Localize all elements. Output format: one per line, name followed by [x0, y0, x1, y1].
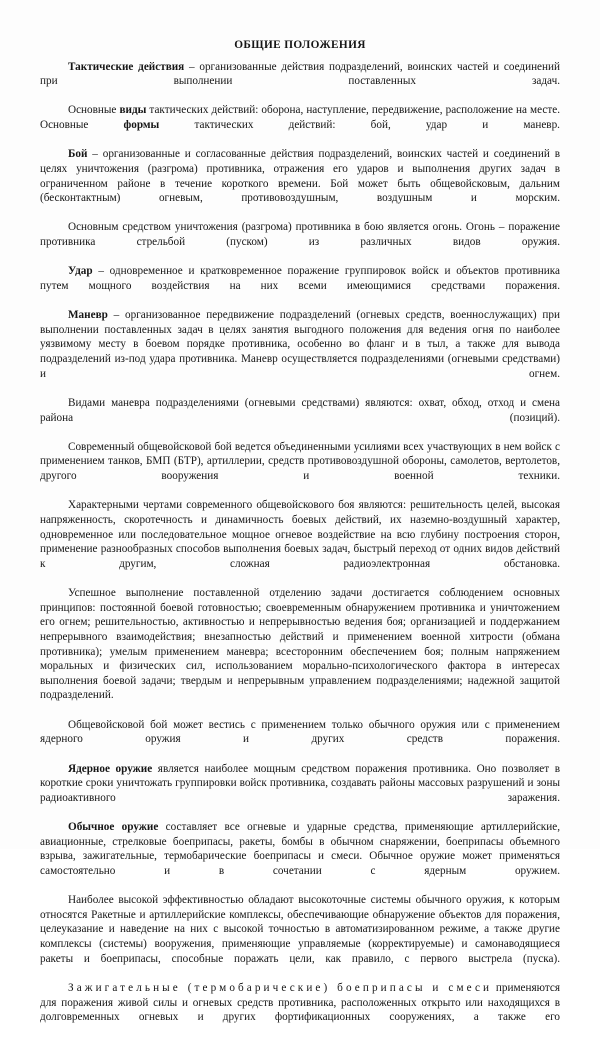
- term-combat: Бой: [68, 148, 88, 161]
- term-conventional-weapon: Обычное оружие: [68, 821, 159, 834]
- term-maneuver: Маневр: [68, 309, 108, 322]
- paragraph-text: – организованное передвижение подразделений (огневых средств, военнослужащих) при выполнении поставленных задач в целях занятия выгодного положения для ведения огня по наиболее уязвимому месту в боевом порядке противника, особенно во фланг и в тыл, а также для вывода подразделений из-под удара противника. Маневр осуществляется подразделениями (огневыми средствами) и огнем.: [40, 309, 560, 380]
- paragraph-text: применяются для поражения живой силы и огневых средств противника, расположенных открыто или находящихся в долговременных огневых и других фортификационных сооружениях, а также его: [40, 981, 561, 1024]
- paragraph-types-and-forms: [40, 103, 560, 147]
- paragraph-tactical-actions: [40, 60, 560, 104]
- paragraph-text: – одновременное и кратковременное поражение группировок войск и объектов противника путем мощного воздействия на них всеми имеющимися средствами поражения.: [40, 265, 560, 292]
- term-tactical-actions: Тактические действия: [68, 60, 185, 73]
- paragraph-text: – организованные и согласованные действия подразделений, воинских частей и соединений в целях уничтожения (разгрома) противника, отражения его ударов и выполнения других задач в ограниченном районе в течение короткого времени. Бой может быть общевойсковым, дальним (бесконтактным) огневым, противовоздушным, воздушным и морским.: [40, 148, 560, 205]
- paragraph-weapons-usage: Общевойсковой бой может вестись с применением только обычного оружия или с применением ядерного оружия и других средств поражения.: [40, 718, 560, 746]
- paragraph-strike: [40, 264, 560, 308]
- paragraph-text: – организованные действия подразделений, воинских частей и соединений при выполнении поставленных задач.: [40, 60, 560, 88]
- paragraph-precision-systems: Наиболее высокой эффективностью обладают высокоточные системы обычного оружия, к которым относятся Ракетные и артиллерийские комплексы, обеспечивающие обнаружение объектов для поражения, целеуказание и наведение на них с высокой точностью в автоматизированном режиме, а также другие комплексы (системы) вооружения, применяющие управляемые (корректируемые) и самонаводящиеся ракеты и боеприпасы, способные поражать цели, как правило, с первого выстрела (пуска).: [40, 894, 560, 965]
- paragraph-text: составляет все огневые и ударные средства, применяющие артиллерийские, авиационные, стрелковые боеприпасы, ракеты, бомбы в обычном снаряжении, боеприпасы объемного взрыва, зажигательные, термобарические боеприпасы и смеси. Обычное оружие может применяться самостоятельно и в сочетании с ядерным оружием.: [40, 821, 560, 877]
- term-incendiary-munitions: Зажигательные (термобарические) боеприпасы и смеси: [68, 981, 493, 994]
- document-body: [40, 60, 560, 1039]
- paragraph-text: тактических действий: бой, удар и маневр.: [159, 119, 560, 132]
- paragraph-text: Основные: [68, 104, 120, 117]
- paragraph-modern-combat: Современный общевойсковой бой ведется объединенными усилиями всех участвующих в нем войск с применением танков, БМП (БТР), артиллерии, средств противовоздушной обороны, самолетов, вертолетов, другого вооружения и военной техники.: [40, 440, 560, 483]
- paragraph-nuclear-weapon: [40, 762, 560, 821]
- paragraph-principles: Успешное выполнение поставленной отделению задачи достигается соблюдением основных принципов: постоянной боевой готовностью; своевременным обнаружением противника и уничтожением его огнем; решительностью, активностью и непрерывностью ведения боя; организацией и поддержанием непрерывного взаимодействия; внезапностью действий и применением военной хитрости (обмана противника); умелым применением маневра; всесторонним обеспечением боя; полным напряжением моральных и физических сил, использованием морально-психологического фактора в интересах выполнения боевой задачи; твердым и непрерывным управлением подразделениями; надежной защитой подразделений.: [40, 587, 560, 702]
- page-title: ОБЩИЕ ПОЛОЖЕНИЯ: [234, 39, 366, 51]
- term-nuclear-weapon: Ядерное оружие: [68, 762, 153, 775]
- term-forms: формы: [123, 119, 160, 132]
- paragraph-combat: [40, 147, 560, 220]
- paragraph-characteristics: Характерными чертами современного общевойскового боя являются: решительность целей, высокая напряженность, скоротечность и динамичность боевых действий, их наземно-воздушный характер, одновременное или последовательное мощное огневое воздействие на всю глубину построения сторон, применение разнообразных способов выполнения боевых задач, быстрый переход от одних видов действий к другим, сложная радиоэлектронная обстановка.: [40, 499, 560, 570]
- paragraph-incendiary-munitions: [40, 981, 560, 1039]
- term-strike: Удар: [68, 265, 93, 278]
- paragraph-maneuver: [40, 308, 560, 396]
- paragraph-maneuver-types: Видами маневра подразделениями (огневыми средствами) являются: охват, обход, отход и смена района (позиций).: [40, 396, 560, 424]
- term-types: виды: [119, 104, 147, 117]
- paragraph-fire: Основным средством уничтожения (разгрома) противника в бою является огонь. Огонь – поражение противника стрельбой (пуском) из различных видов оружия.: [40, 221, 560, 249]
- paragraph-conventional-weapon: [40, 820, 560, 893]
- paragraph-text: является наиболее мощным средством поражения противника. Оно позволяет в короткие сроки уничтожать группировки войск противника, создавать районы массовых разрушений и зоны радиоактивного заражения.: [40, 762, 560, 804]
- paragraph-text: тактических действий: оборона, наступление, передвижение, расположение на месте. Основные: [40, 104, 560, 132]
